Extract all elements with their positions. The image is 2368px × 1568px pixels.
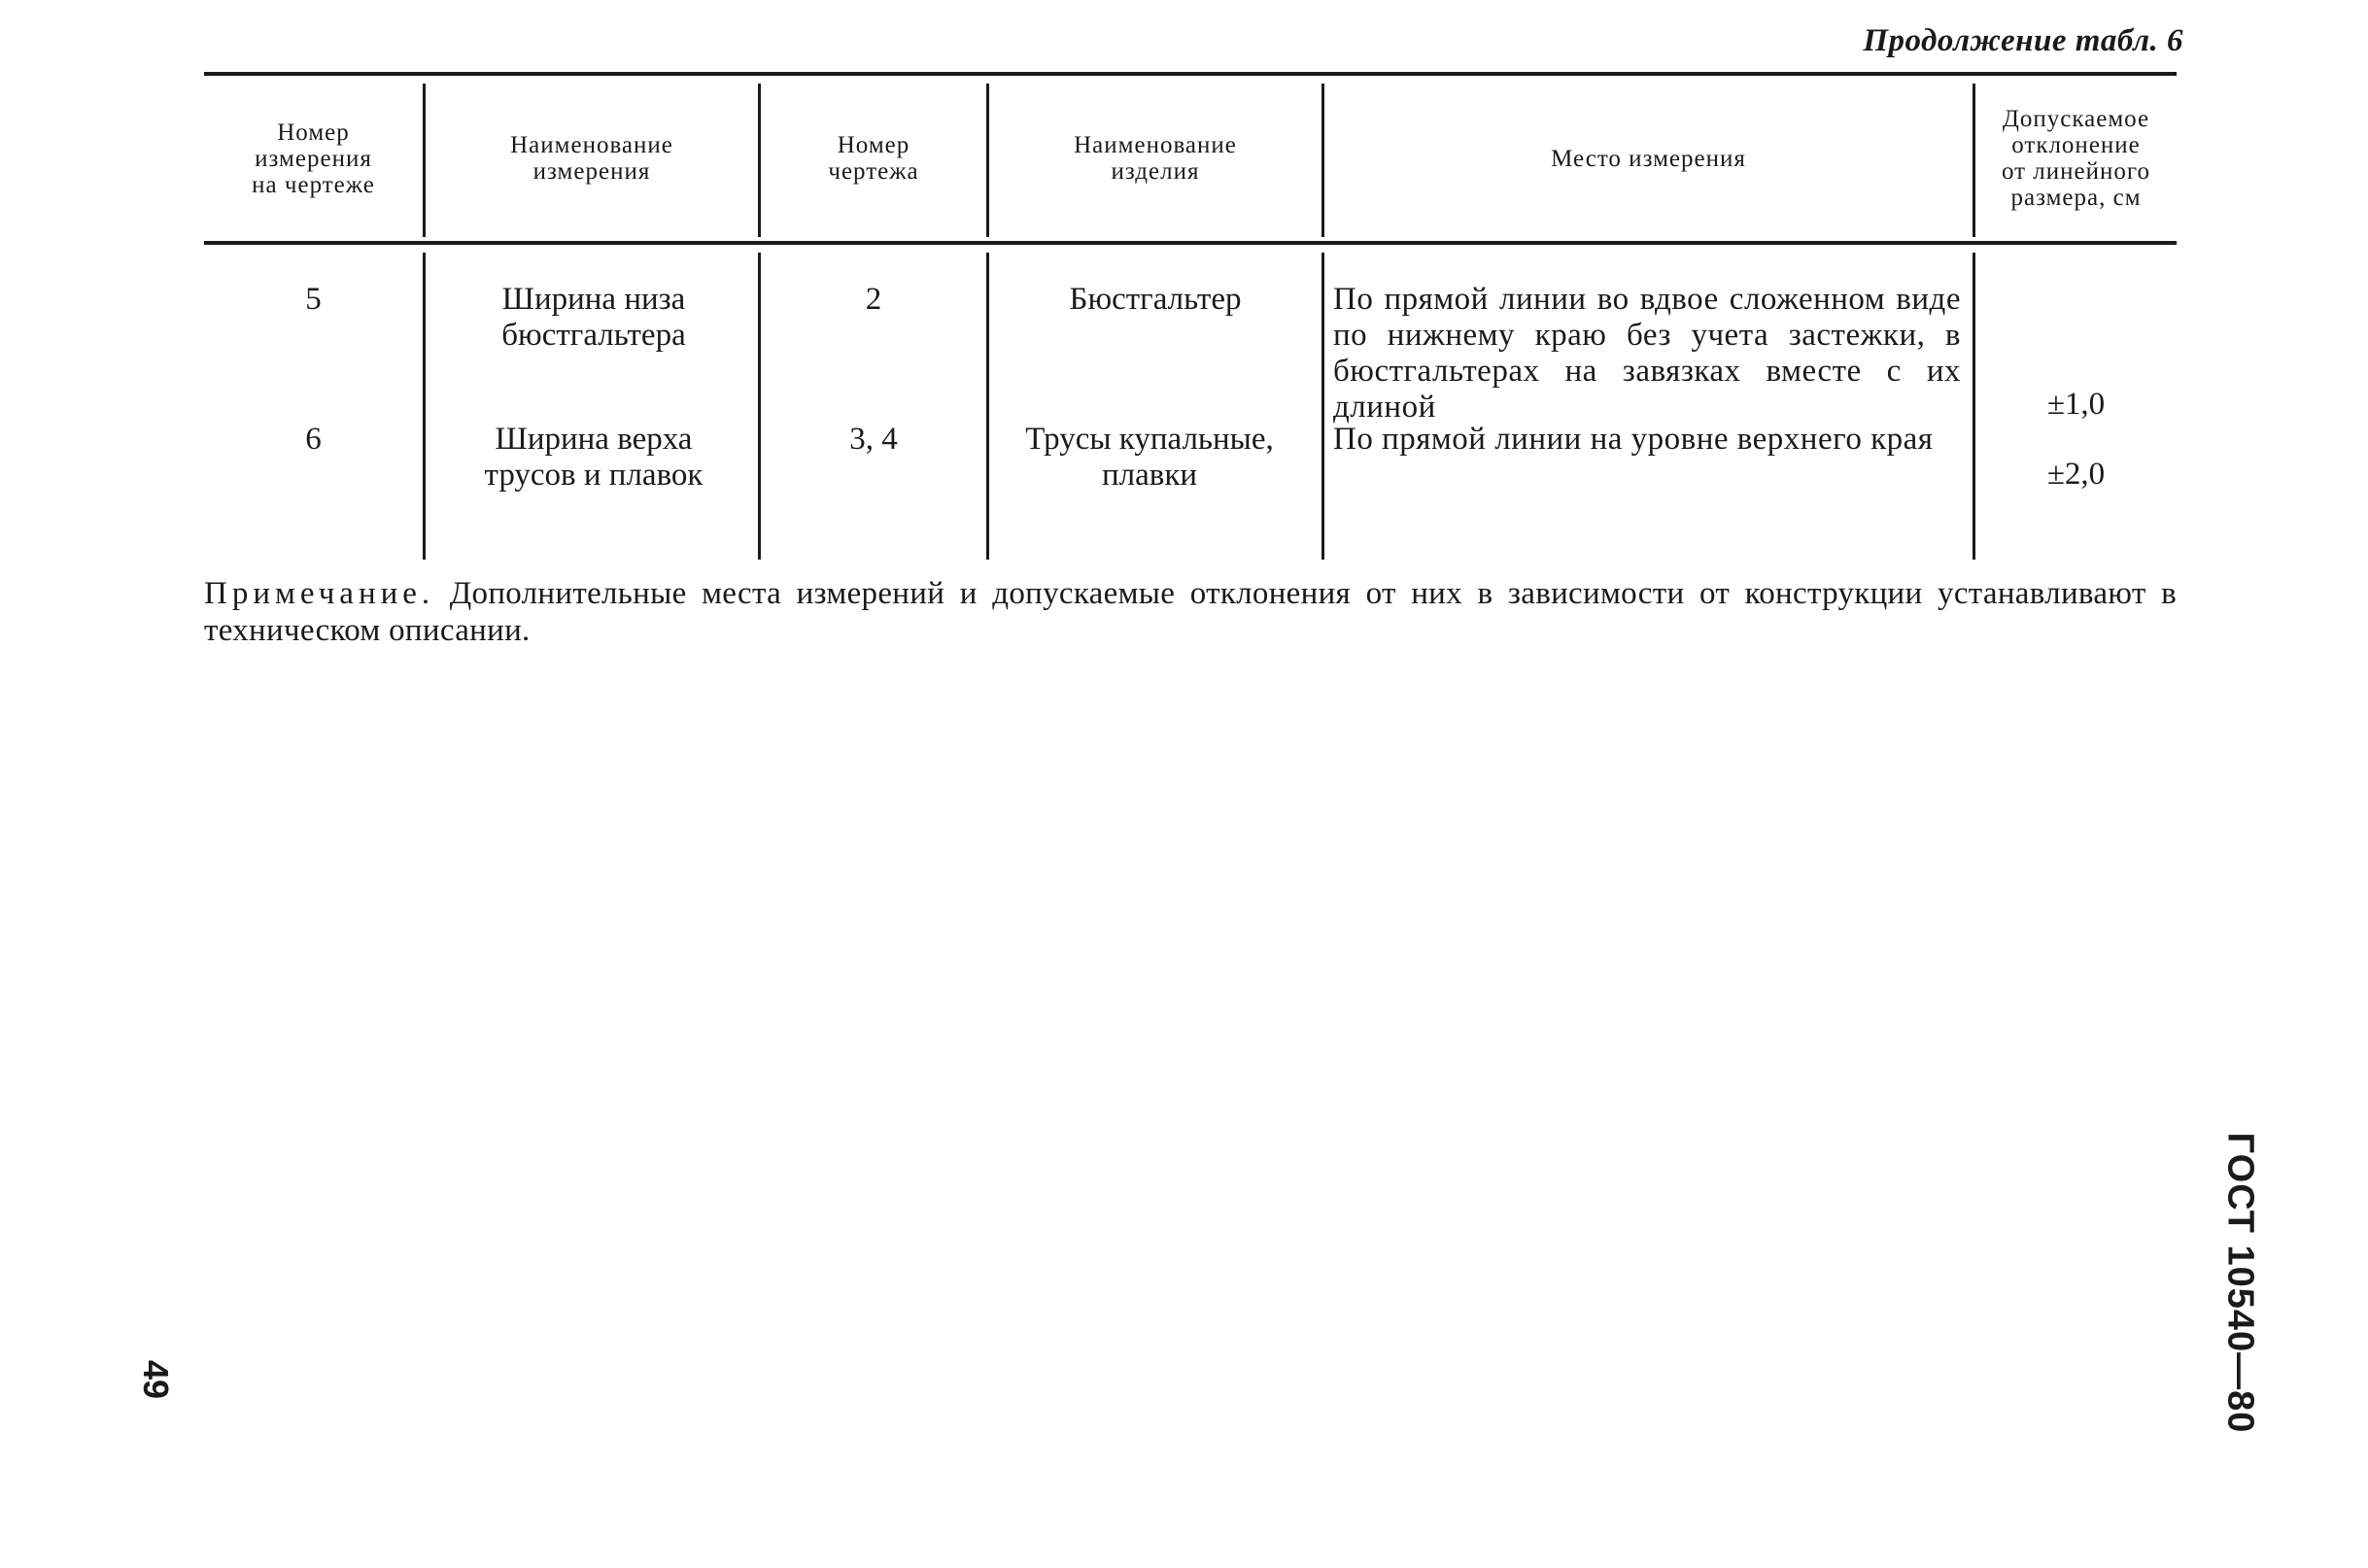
page-number-margin: [126, 1350, 185, 1409]
standard-id: ГОСТ 10540—80: [2219, 1132, 2261, 1433]
table-note: [204, 575, 2177, 649]
column-divider: [986, 253, 989, 560]
column-divider: [1321, 253, 1324, 560]
cell-tolerance: ±2,0: [2046, 457, 2106, 492]
note-lead: Примечание.: [204, 576, 435, 611]
cell-number: 5: [305, 282, 322, 317]
page-number: 49: [135, 1359, 176, 1400]
header-item-name: Наименование изделия: [1074, 132, 1237, 185]
measurements-table: [204, 72, 2177, 567]
header-measurement-number: Номер измерения на чертеже: [252, 119, 375, 198]
header-drawing-number: Номер чертежа: [828, 132, 919, 185]
cell-item: Бюстгальтер: [1069, 282, 1242, 317]
header-tolerance: Допускаемое отклонение от линейного размера, см: [2001, 106, 2151, 211]
cell-drawing: 3, 4: [849, 422, 898, 457]
cell-item: Трусы купальные, плавки: [1025, 422, 1274, 493]
cell-place: По прямой линии на уровне верхнего края: [1333, 422, 1934, 457]
table-caption: Продолжение табл. 6: [1863, 23, 2183, 58]
header-measurement-name: Наименование измерения: [510, 132, 673, 185]
header-measurement-place: Место измерения: [1551, 145, 1746, 172]
cell-name: Ширина верха трусов и плавок: [484, 422, 704, 493]
cell-drawing: 2: [865, 282, 882, 317]
standard-id-margin: [2196, 1117, 2283, 1448]
cell-tolerance: ±1,0: [2046, 387, 2106, 422]
cell-number: 6: [305, 422, 322, 457]
cell-name: Ширина низа бюстгальтера: [501, 282, 686, 353]
table-header-rule: [204, 241, 2177, 245]
note-text: Дополнительные места измерений и допускаемые отклонения от них в зависимости от конструкции устанавливают в техническом описании.: [204, 576, 2177, 648]
column-divider: [423, 253, 426, 560]
cell-place: По прямой линии во вдвое сложенном виде по нижнему краю без учета застежки, в бюстгальтерах на завязках вместе с их длиной: [1333, 282, 1961, 425]
table-top-rule: [204, 72, 2177, 76]
